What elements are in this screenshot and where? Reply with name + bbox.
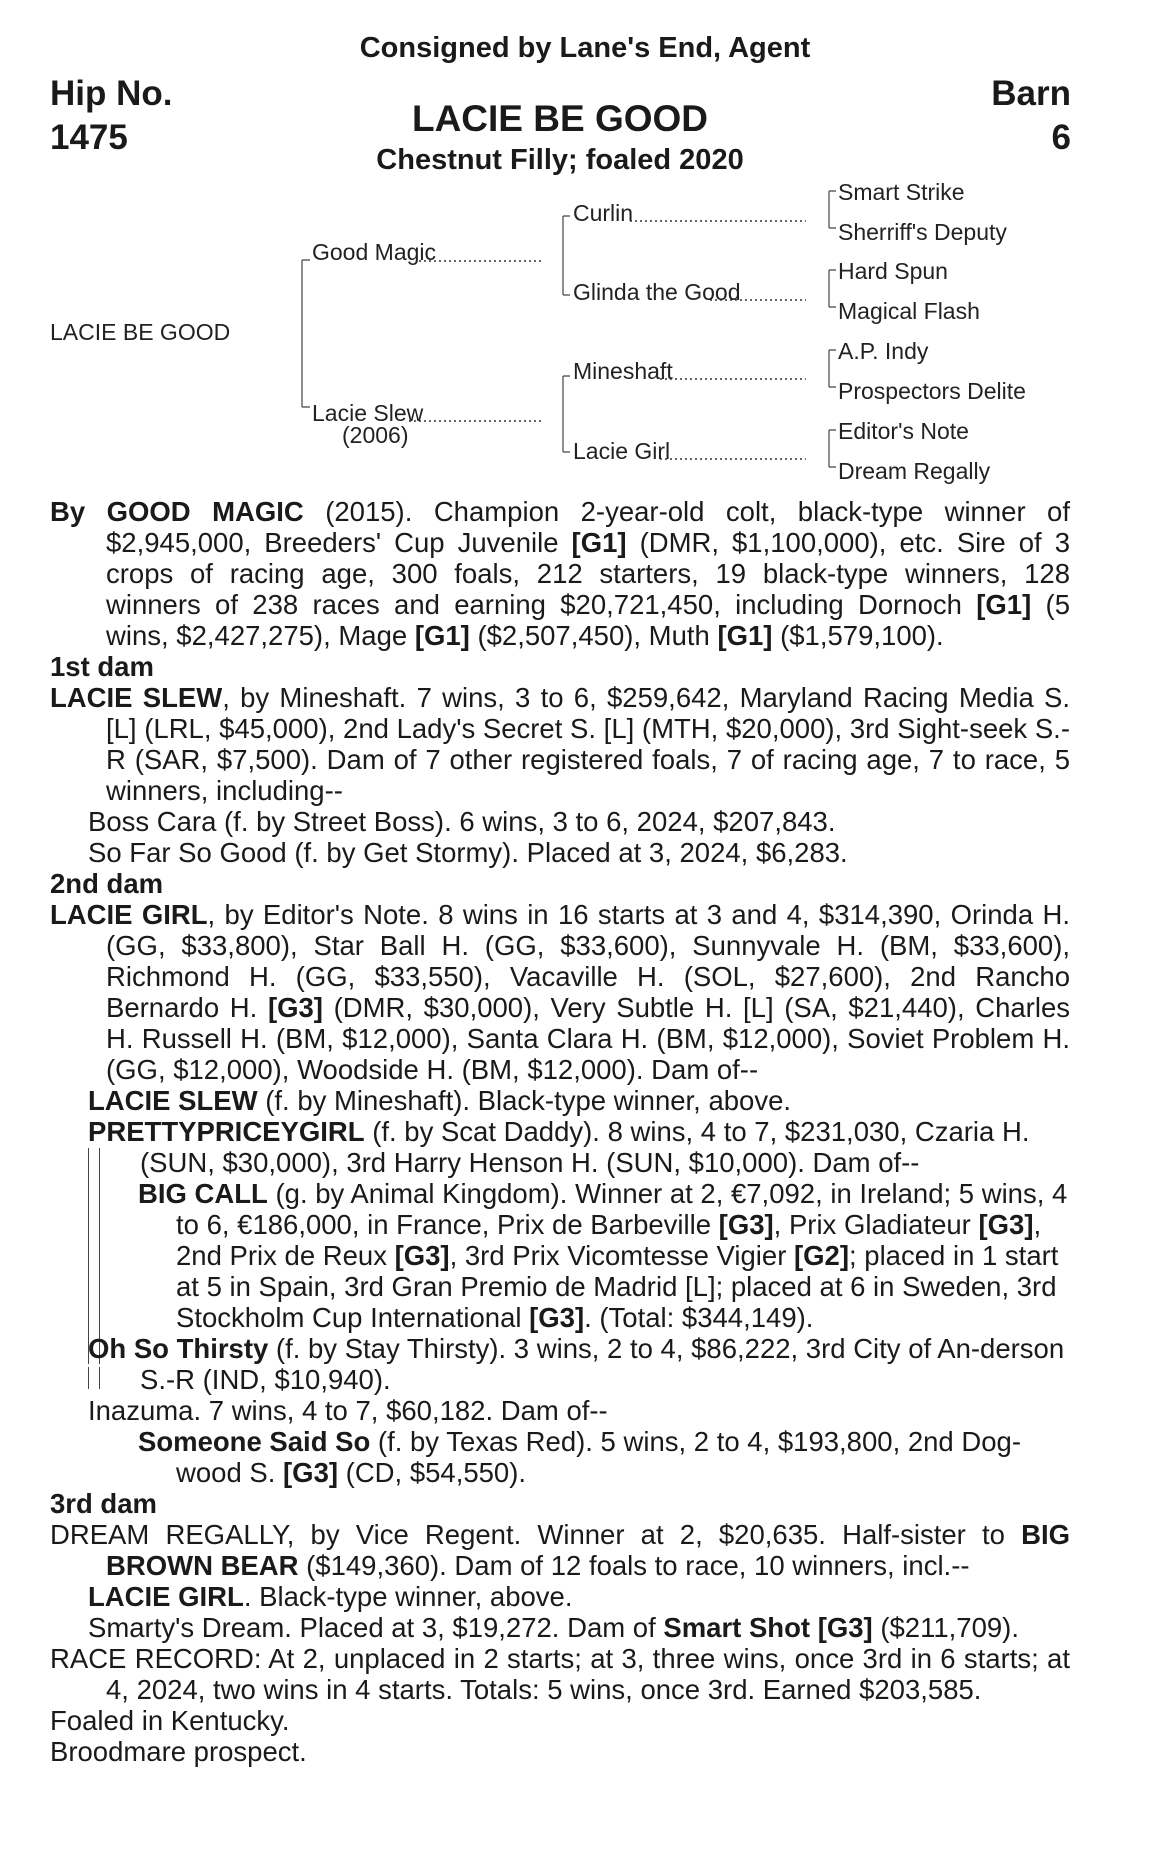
sire-name: By GOOD MAGIC [50,496,304,527]
pedigree-gg-6: Prospectors Delite [838,378,1026,404]
second-dam-heading: 2nd dam [50,868,164,899]
pedigree-gg-8: Dream Regally [838,458,991,484]
hip-label: Hip No. [50,74,173,113]
pedigree-sire: Good Magic [312,239,437,265]
hip-number: 1475 [50,118,128,157]
first-dam-heading: 1st dam [50,651,154,682]
produce-entry: BIG CALL (g. by Animal Kingdom). Winner at 2, €7,092, in Ireland; 5 wins, 4 to 6, €186,000, in France, Prix de Barbeville [G3], Prix Gladiateur [G3], 2nd Prix de Reux [G3], 3rd Prix Vicomtesse Vigier [G2]; placed in 1 start at 5 in Spain, 3rd Gran Premio de Madrid [L]; placed at 6 in Sweden, 3rd Stockholm Cup International [G3]. (Total: $344,149). [50,1178,1070,1333]
produce-marker [88,1148,100,1178]
second-dam-foal: PRETTYPRICEYGIRL (f. by Scat Daddy). 8 wins, 4 to 7, $231,030, Czaria H. (SUN, $30,000), 3rd Harry Henson H. (SUN, $10,000). Dam of-- [88,1116,1030,1178]
third-dam-foal: Smarty's Dream. Placed at 3, $19,272. Dam of Smart Shot [G3] ($211,709). [88,1612,1019,1643]
third-dam-foal: LACIE GIRL. Black-type winner, above. [88,1581,573,1612]
pedigree-gg-4: Magical Flash [838,298,980,324]
barn-label: Barn [991,74,1071,113]
pedigree-chart [0,168,1170,498]
horse-description: Chestnut Filly; foaled 2020 [376,144,744,176]
pedigree-dam-dam: Lacie Girl [573,438,671,464]
pedigree-gg-7: Editor's Note [838,418,969,444]
pedigree-sire-sire: Curlin [573,200,634,226]
pedigree-gg-5: A.P. Indy [838,338,929,364]
first-dam-foal: So Far So Good (f. by Get Stormy). Placed at 3, 2024, $6,283. [88,837,848,868]
race-record: RACE RECORD: At 2, unplaced in 2 starts; at 3, three wins, once 3rd in 6 starts; at 4, 2024, two wins in 4 starts. Totals: 5 wins, once 3rd. Earned $203,585. [50,1643,1070,1705]
first-dam-name: LACIE SLEW [50,682,223,713]
second-dam-foal: Inazuma. 7 wins, 4 to 7, $60,182. Dam of-- [88,1395,608,1426]
pedigree-dam: Lacie Slew [312,400,424,426]
pedigree-gg-1: Smart Strike [838,179,965,205]
pedigree-dam-sire: Mineshaft [573,358,673,384]
horse-name: LACIE BE GOOD [411,98,709,139]
pedigree-dam-year: (2006) [342,422,409,448]
pedigree-gg-2: Sherriff's Deputy [838,219,1007,245]
third-dam-heading: 3rd dam [50,1488,157,1519]
second-dam-foal: Oh So Thirsty (f. by Stay Thirsty). 3 wins, 2 to 4, $86,222, 3rd City of An-derson S.-R (IND, $10,940). [88,1333,1065,1395]
first-dam-paragraph: LACIE SLEW, by Mineshaft. 7 wins, 3 to 6, $259,642, Maryland Racing Media S. [L] (LRL, $45,000), 2nd Lady's Secret S. [L] (MTH, $20,000), 3rd Sight-seek S.-R (SAR, $7,500). Dam of 7 other registered foals, 7 of racing age, 7 to race, 5 winners, including-- [50,682,1070,806]
barn-number: 6 [1051,118,1071,157]
pedigree-gg-3: Hard Spun [838,258,948,284]
pedigree-sire-dam: Glinda the Good [573,279,741,305]
pedigree-subject: LACIE BE GOOD [50,319,231,345]
first-dam-foal: Boss Cara (f. by Street Boss). 6 wins, 3 to 6, 2024, $207,843. [88,806,836,837]
consignor-line: Consigned by Lane's End, Agent [359,32,811,64]
foaled-note: Foaled in Kentucky. [50,1705,290,1736]
second-dam-foal: LACIE SLEW (f. by Mineshaft). Black-type winner, above. [88,1085,792,1116]
sire-paragraph: By GOOD MAGIC (2015). Champion 2-year-old colt, black-type winner of $2,945,000, Breeders' Cup Juvenile [G1] (DMR, $1,100,000), etc. Sire of 3 crops of racing age, 300 foals, 212 starters, 19 black-type winners, 128 winners of 238 races and earning $20,721,450, including Dornoch [G1] (5 wins, $2,427,275), Mage [G1] ($2,507,450), Muth [G1] ($1,579,100). [50,496,1070,651]
prospect-note: Broodmare prospect. [50,1736,307,1767]
second-dam-name: LACIE GIRL [50,899,208,930]
third-dam-paragraph: DREAM REGALLY, by Vice Regent. Winner at 2, $20,635. Half-sister to BIG BROWN BEAR ($149,360). Dam of 12 foals to race, 10 winners, incl.-- [50,1519,1070,1581]
catalog-page-body [50,496,1070,1767]
produce-marker [88,1367,100,1389]
produce-entry: Someone Said So (f. by Texas Red). 5 wins, 2 to 4, $193,800, 2nd Dog-wood S. [G3] (CD, $54,550). [138,1426,1021,1488]
second-dam-paragraph: LACIE GIRL, by Editor's Note. 8 wins in 16 starts at 3 and 4, $314,390, Orinda H. (GG, $33,800), Star Ball H. (GG, $33,600), Sunnyvale H. (BM, $33,600), Richmond H. (GG, $33,550), Vacaville H. (SOL, $27,600), 2nd Rancho Bernardo H. [G3] (DMR, $30,000), Very Subtle H. [L] (SA, $21,440), Charles H. Russell H. (BM, $12,000), Santa Clara H. (BM, $12,000), Soviet Problem H. (GG, $12,000), Woodside H. (BM, $12,000). Dam of-- [50,899,1070,1085]
